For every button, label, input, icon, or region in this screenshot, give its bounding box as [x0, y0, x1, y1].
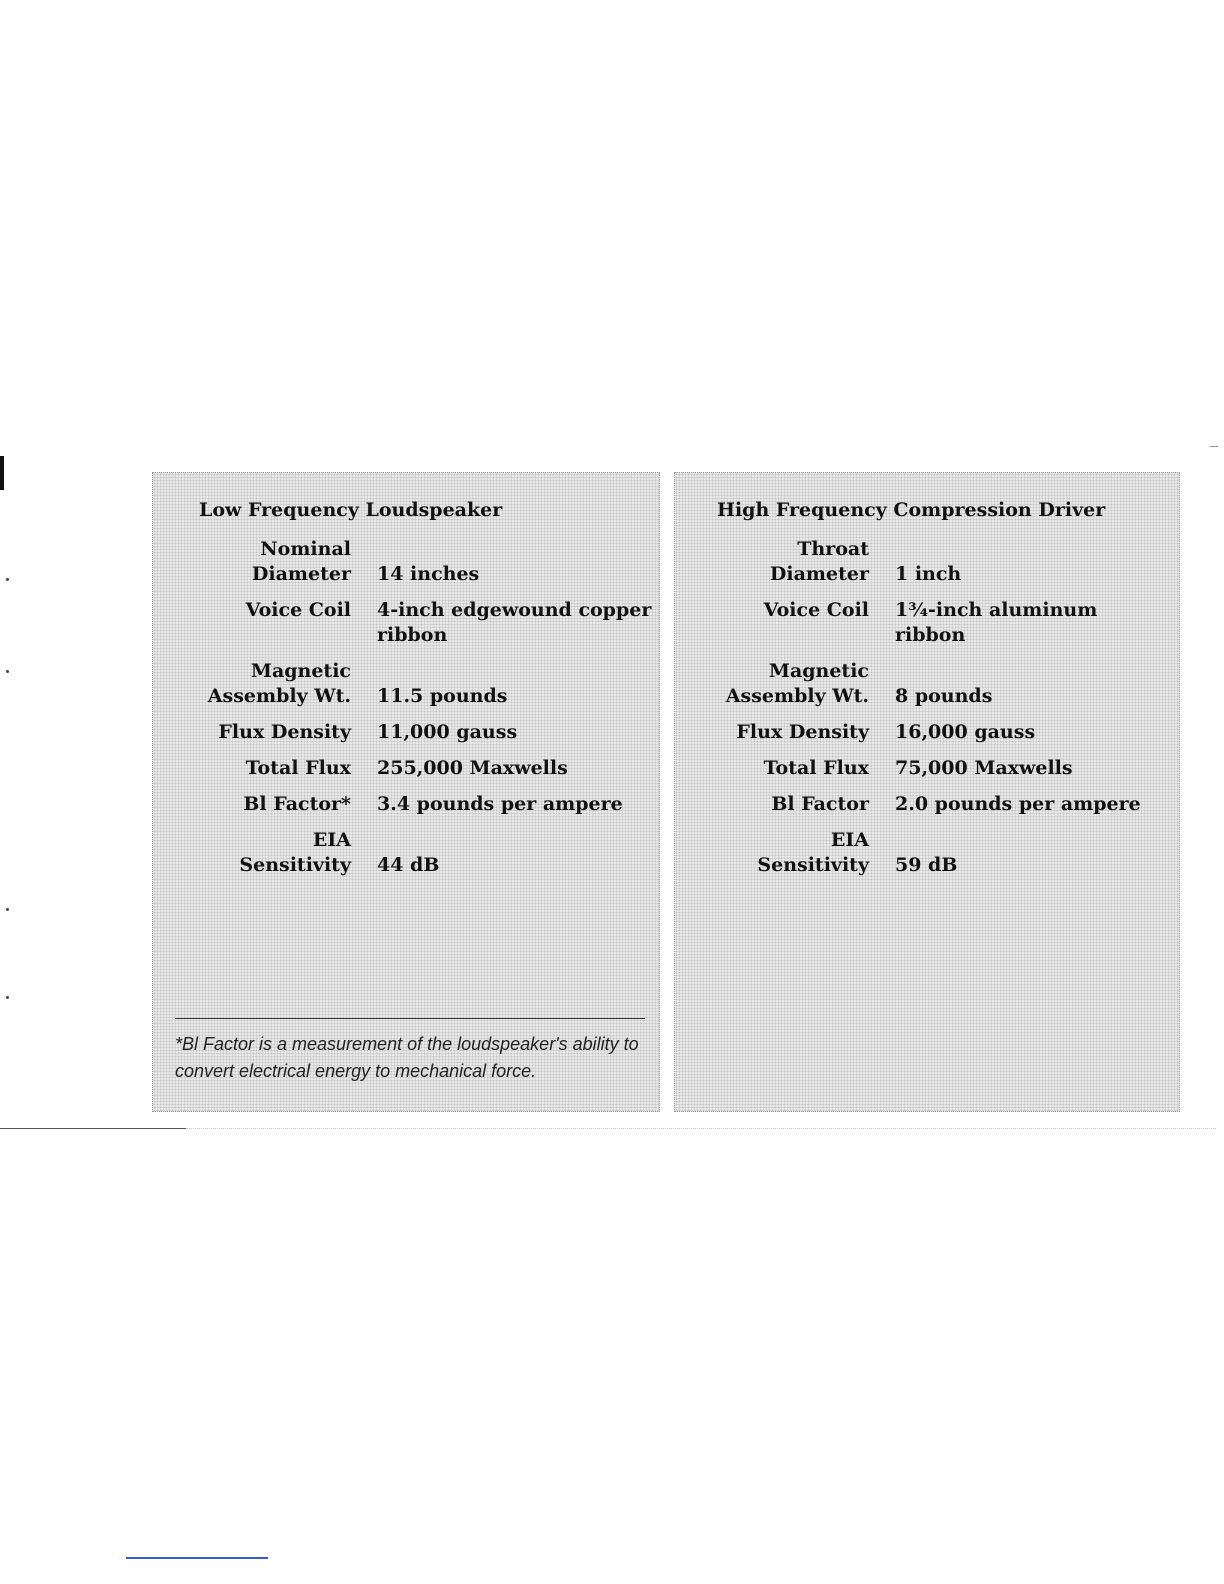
- spec-row: [197, 828, 653, 889]
- spec-row: [197, 598, 653, 659]
- spec-value: 2.0 pounds per ampere: [895, 793, 1141, 815]
- spec-value: 59 dB: [895, 854, 958, 876]
- spec-label: Voice Coil: [245, 599, 351, 621]
- spec-row: [715, 659, 1167, 720]
- spec-label: Voice Coil: [763, 599, 869, 621]
- spec-label: Throat Diameter: [769, 538, 869, 585]
- margin-dot: [6, 908, 9, 911]
- low-frequency-title: Low Frequency Loudspeaker: [199, 499, 503, 521]
- spec-label: EIA Sensitivity: [239, 829, 351, 876]
- spec-value: 1 inch: [895, 563, 962, 585]
- low-frequency-panel: [152, 472, 660, 1112]
- margin-dot: [6, 578, 9, 581]
- spec-row: [715, 720, 1167, 756]
- spec-value: 14 inches: [377, 563, 480, 585]
- spec-label: Magnetic Assembly Wt.: [207, 660, 351, 707]
- spec-label: Flux Density: [218, 721, 351, 743]
- spec-row: [715, 792, 1167, 828]
- low-frequency-spec-table: [197, 537, 653, 889]
- spec-row: [197, 659, 653, 720]
- spec-label: Bl Factor: [771, 793, 869, 815]
- margin-mark: [0, 456, 4, 490]
- spec-value: 4-inch edgewound copper ribbon: [377, 599, 652, 646]
- spec-label: Magnetic Assembly Wt.: [725, 660, 869, 707]
- spec-value: 16,000 gauss: [895, 721, 1036, 743]
- margin-dot: [6, 670, 9, 673]
- spec-label: EIA Sensitivity: [757, 829, 869, 876]
- spec-row: [197, 720, 653, 756]
- spec-label: Total Flux: [763, 757, 869, 779]
- spec-value: 44 dB: [377, 854, 440, 876]
- spec-value: 3.4 pounds per ampere: [377, 793, 623, 815]
- margin-tick: [1210, 446, 1218, 447]
- margin-dot: [6, 996, 9, 999]
- spec-row: [715, 598, 1167, 659]
- spec-row: [197, 756, 653, 792]
- high-frequency-panel: [674, 472, 1180, 1112]
- spec-value: 255,000 Maxwells: [377, 757, 568, 779]
- high-frequency-title: High Frequency Compression Driver: [717, 499, 1106, 521]
- spec-row: [197, 537, 653, 598]
- spec-row: [715, 828, 1167, 889]
- spec-row: [197, 792, 653, 828]
- spec-label: Bl Factor*: [243, 793, 351, 815]
- spec-value: 8 pounds: [895, 685, 993, 707]
- spec-row: [715, 537, 1167, 598]
- page-rule-dotted: [186, 1128, 1216, 1129]
- page-rule: [0, 1128, 186, 1129]
- spec-label: Total Flux: [245, 757, 351, 779]
- high-frequency-spec-table: [715, 537, 1167, 889]
- spec-label: Nominal Diameter: [251, 538, 351, 585]
- spec-value: 11.5 pounds: [377, 685, 508, 707]
- spec-value: 1¾-inch aluminum ribbon: [895, 599, 1098, 646]
- spec-label: Flux Density: [736, 721, 869, 743]
- spec-value: 11,000 gauss: [377, 721, 518, 743]
- footnote-divider: [175, 1018, 645, 1019]
- spec-value: 75,000 Maxwells: [895, 757, 1073, 779]
- footnote: *Bl Factor is a measurement of the loudspeaker's ability to convert electrical energy to mechanical force.: [175, 1034, 639, 1081]
- spec-row: [715, 756, 1167, 792]
- footer-rule: [126, 1557, 268, 1559]
